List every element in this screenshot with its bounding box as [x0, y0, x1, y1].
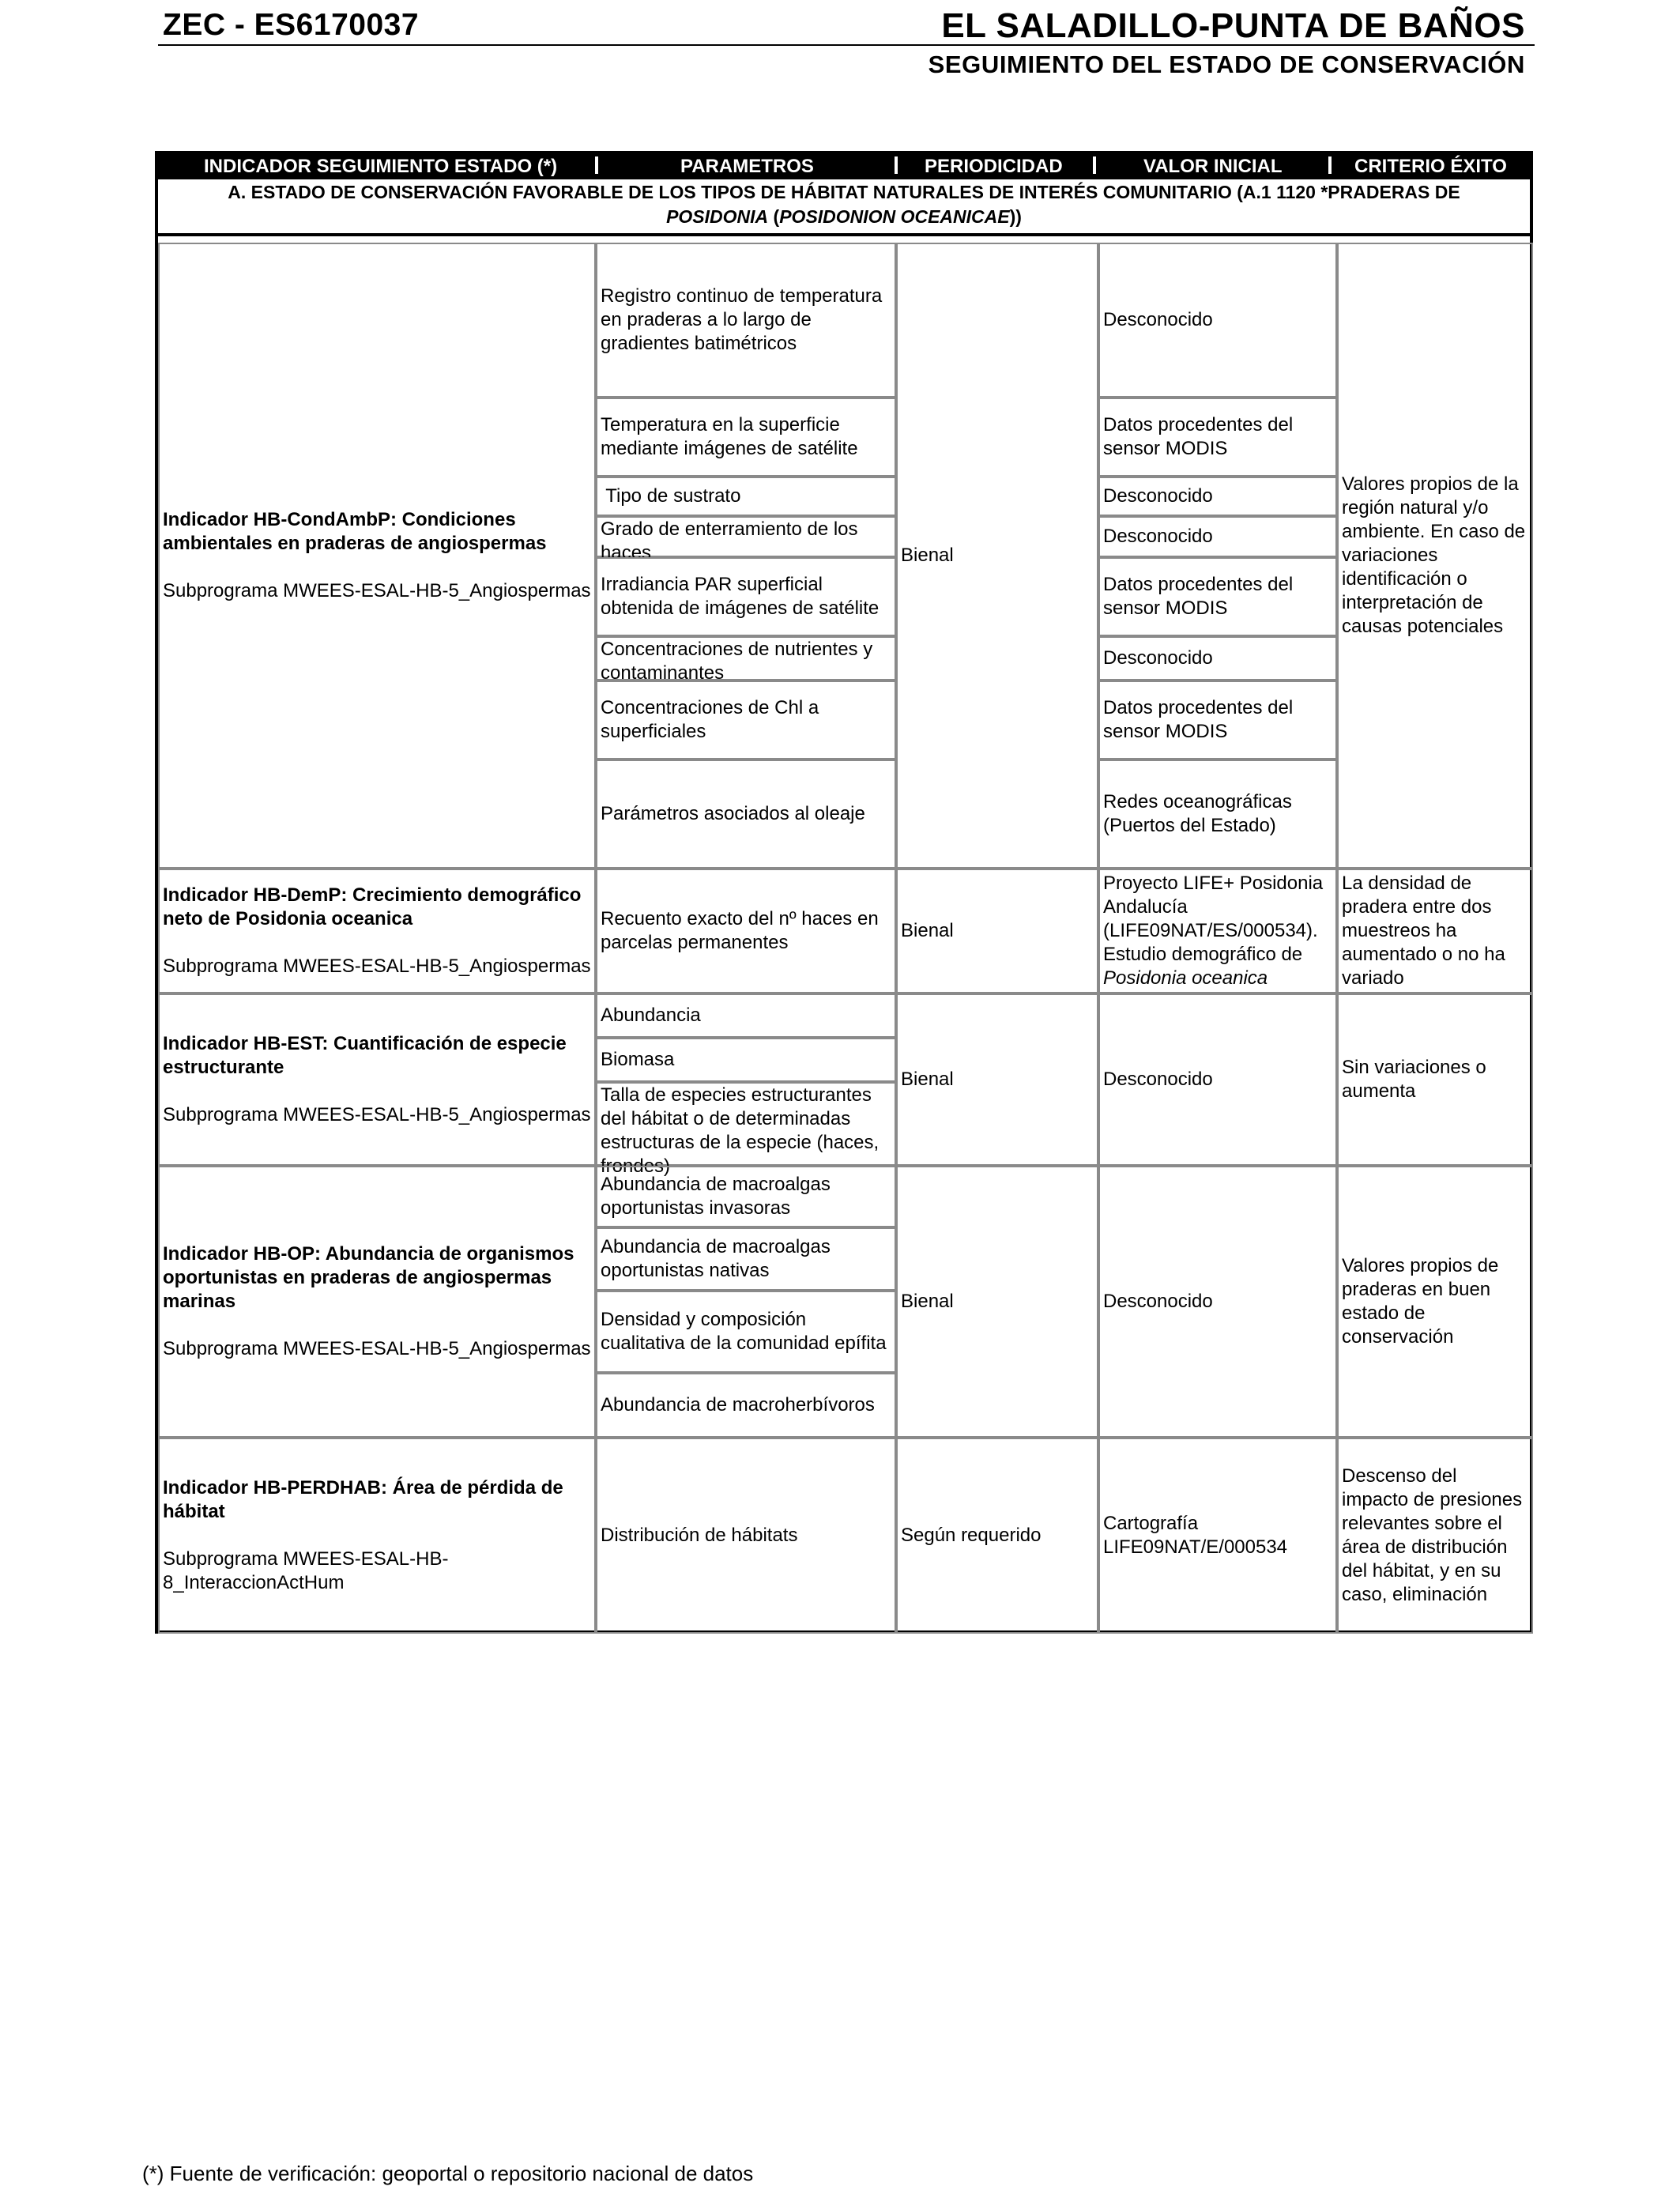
section-heading-line2 [158, 205, 1530, 229]
column-separator [1093, 156, 1096, 174]
valor-cell [1098, 993, 1337, 1166]
parametro-text: Irradiancia PAR superficial obtenida de imágenes de satélite [601, 574, 880, 619]
periodicidad-cell [896, 993, 1098, 1166]
valor-cell [1098, 398, 1337, 477]
footnote: (*) Fuente de verificación: geoportal o repositorio nacional de datos [142, 2162, 754, 2185]
parametro-text: Recuento exacto del nº haces en parcelas permanentes [601, 908, 879, 953]
periodicidad-cell [896, 1166, 1098, 1438]
parametro-cell [596, 1373, 896, 1438]
subprograma-label: Subprograma MWEES-ESAL-HB-8_InteraccionActHum [163, 1548, 449, 1593]
parametro-text: Densidad y composición cualitativa de la comunidad epífita [601, 1309, 887, 1354]
valor-cell [1098, 557, 1337, 636]
indicador-title: Indicador HB-EST: Cuantificación de especie estructurante [163, 1033, 567, 1078]
criterio-cell [1337, 869, 1533, 993]
indicador-title: Indicador HB-CondAmbP: Condiciones ambientales en praderas de angiospermas [163, 509, 547, 554]
valor-text: Redes oceanográficas (Puertos del Estado) [1103, 791, 1292, 836]
subprograma-label: Subprograma MWEES-ESAL-HB-5_Angiospermas [163, 580, 591, 601]
col-parametros: PARAMETROS [680, 156, 814, 177]
section-italic-posidonion: POSIDONION OCEANICAE [779, 206, 1010, 227]
site-name: EL SALADILLO-PUNTA DE BAÑOS [941, 6, 1525, 45]
subprograma-label: Subprograma MWEES-ESAL-HB-5_Angiospermas [163, 956, 591, 977]
parametro-cell [596, 993, 896, 1038]
parametro-text: Parámetros asociados al oleaje [601, 803, 865, 824]
section-paren: ( [768, 206, 780, 227]
monitoring-table [155, 151, 1533, 1634]
criterio-cell [1337, 1438, 1533, 1634]
valor-cell [1098, 1166, 1337, 1438]
column-separator [595, 156, 598, 174]
subprograma-label: Subprograma MWEES-ESAL-HB-5_Angiospermas [163, 1104, 591, 1125]
criterio-cell [1337, 243, 1533, 869]
parametro-cell [596, 243, 896, 398]
parametro-text: Concentraciones de Chl a superficiales [601, 697, 819, 742]
parametro-cell [596, 1038, 896, 1082]
periodicidad-text: Bienal [901, 1069, 954, 1090]
valor-text: Datos procedentes del sensor MODIS [1103, 414, 1294, 459]
parametro-text: Distribución de hábitats [601, 1525, 798, 1546]
section-paren-end: )) [1009, 206, 1022, 227]
valor-cell [1098, 680, 1337, 760]
section-heading-line1: A. ESTADO DE CONSERVACIÓN FAVORABLE DE LOS TIPOS DE HÁBITAT NATURALES DE INTERÉS COMUNITARIO (A.1 1120 *PRADERAS DE [228, 182, 1460, 202]
parametro-cell [596, 869, 896, 993]
valor-text: Desconocido [1103, 485, 1213, 507]
parametro-cell [596, 516, 896, 564]
parametro-text: Abundancia [601, 1005, 701, 1026]
valor-cell [1098, 243, 1337, 398]
column-separator [895, 156, 898, 174]
valor-text: Desconocido [1103, 1069, 1213, 1090]
criterio-text: Descenso del impacto de presiones relevantes sobre el área de distribución del hábitat, y en su caso, eliminación [1342, 1465, 1523, 1605]
valor-cell [1098, 636, 1337, 680]
valor-cell [1098, 760, 1337, 869]
column-header-row [158, 154, 1530, 179]
valor-text: Desconocido [1103, 309, 1213, 330]
parametro-text: Abundancia de macroalgas oportunistas nativas [601, 1236, 831, 1281]
valor-text: Proyecto LIFE+ Posidonia Andalucía (LIFE09NAT/ES/000534). Estudio demográfico de [1103, 873, 1324, 965]
parametro-text: Biomasa [601, 1049, 675, 1070]
parametro-text: Abundancia de macroalgas oportunistas invasoras [601, 1174, 831, 1219]
valor-cell [1098, 516, 1337, 557]
col-indicador: INDICADOR SEGUIMIENTO ESTADO (*) [204, 156, 558, 177]
parametro-text: Talla de especies estructurantes del hábitat o de determinadas estructuras de la especie (haces, frondes) [601, 1084, 880, 1177]
page-subtitle: SEGUIMIENTO DEL ESTADO DE CONSERVACIÓN [928, 51, 1525, 78]
valor-text: Desconocido [1103, 647, 1213, 669]
col-periodicidad: PERIODICIDAD [925, 156, 1063, 177]
periodicidad-text: Bienal [901, 545, 954, 566]
criterio-text: Sin variaciones o aumenta [1342, 1057, 1486, 1102]
parametro-cell [596, 1166, 896, 1227]
parametro-cell [596, 1438, 896, 1634]
criterio-text: Valores propios de praderas en buen estado de conservación [1342, 1255, 1499, 1348]
valor-text: Desconocido [1103, 526, 1213, 547]
valor-text-italic: Posidonia oceanica [1103, 967, 1268, 989]
periodicidad-text: Bienal [901, 1291, 954, 1312]
parametro-text: Temperatura en la superficie mediante imágenes de satélite [601, 414, 858, 459]
parametro-cell [596, 1082, 896, 1177]
col-criterio: CRITERIO ÉXITO [1354, 156, 1507, 177]
criterio-cell [1337, 1166, 1533, 1438]
parametro-cell [596, 1291, 896, 1373]
parametro-cell [596, 636, 896, 684]
valor-cell [1098, 869, 1337, 993]
parametro-cell [596, 398, 896, 477]
section-heading [158, 179, 1530, 236]
subprograma-label: Subprograma MWEES-ESAL-HB-5_Angiospermas [163, 1338, 591, 1359]
header-rule [158, 44, 1535, 46]
column-separator [1328, 156, 1332, 174]
periodicidad-cell [896, 1438, 1098, 1634]
valor-text: Datos procedentes del sensor MODIS [1103, 697, 1294, 742]
indicador-cell [158, 869, 596, 993]
indicador-cell [158, 1438, 596, 1634]
col-valor-inicial: VALOR INICIAL [1143, 156, 1283, 177]
indicador-title: Indicador HB-DemP: Crecimiento demográfico neto de Posidonia oceanica [163, 884, 582, 929]
valor-text: Datos procedentes del sensor MODIS [1103, 574, 1294, 619]
criterio-text: La densidad de pradera entre dos muestreos ha aumentado o no ha variado [1342, 873, 1505, 989]
parametro-text: Abundancia de macroherbívoros [601, 1394, 875, 1416]
section-italic-posidonia: POSIDONIA [666, 206, 769, 227]
parametro-cell [596, 477, 896, 516]
valor-cell [1098, 1438, 1337, 1634]
indicador-title: Indicador HB-PERDHAB: Área de pérdida de hábitat [163, 1477, 563, 1522]
indicador-title: Indicador HB-OP: Abundancia de organismos oportunistas en praderas de angiospermas marinas [163, 1243, 574, 1312]
parametro-text: Concentraciones de nutrientes y contaminantes [601, 639, 873, 684]
parametro-cell [596, 557, 896, 636]
parametro-text: Tipo de sustrato [601, 485, 741, 507]
periodicidad-text: Bienal [901, 920, 954, 941]
criterio-cell [1337, 993, 1533, 1166]
criterio-text: Valores propios de la región natural y/o ambiente. En caso de variaciones identificación o interpretación de causas potenciales [1342, 473, 1526, 637]
periodicidad-text: Según requerido [901, 1525, 1042, 1546]
parametro-cell [596, 680, 896, 760]
parametro-text: Registro continuo de temperatura en praderas a lo largo de gradientes batimétricos [601, 285, 883, 354]
parametro-text: Grado de enterramiento de los haces [601, 518, 858, 564]
periodicidad-cell [896, 243, 1098, 869]
parametro-cell [596, 1227, 896, 1291]
indicador-cell [158, 1166, 596, 1438]
periodicidad-cell [896, 869, 1098, 993]
valor-text: Desconocido [1103, 1291, 1213, 1312]
indicador-cell [158, 243, 596, 869]
zec-code: ZEC - ES6170037 [163, 8, 420, 42]
valor-cell [1098, 477, 1337, 516]
indicador-cell [158, 993, 596, 1166]
parametro-cell [596, 760, 896, 869]
valor-text: Cartografía LIFE09NAT/E/000534 [1103, 1513, 1288, 1558]
